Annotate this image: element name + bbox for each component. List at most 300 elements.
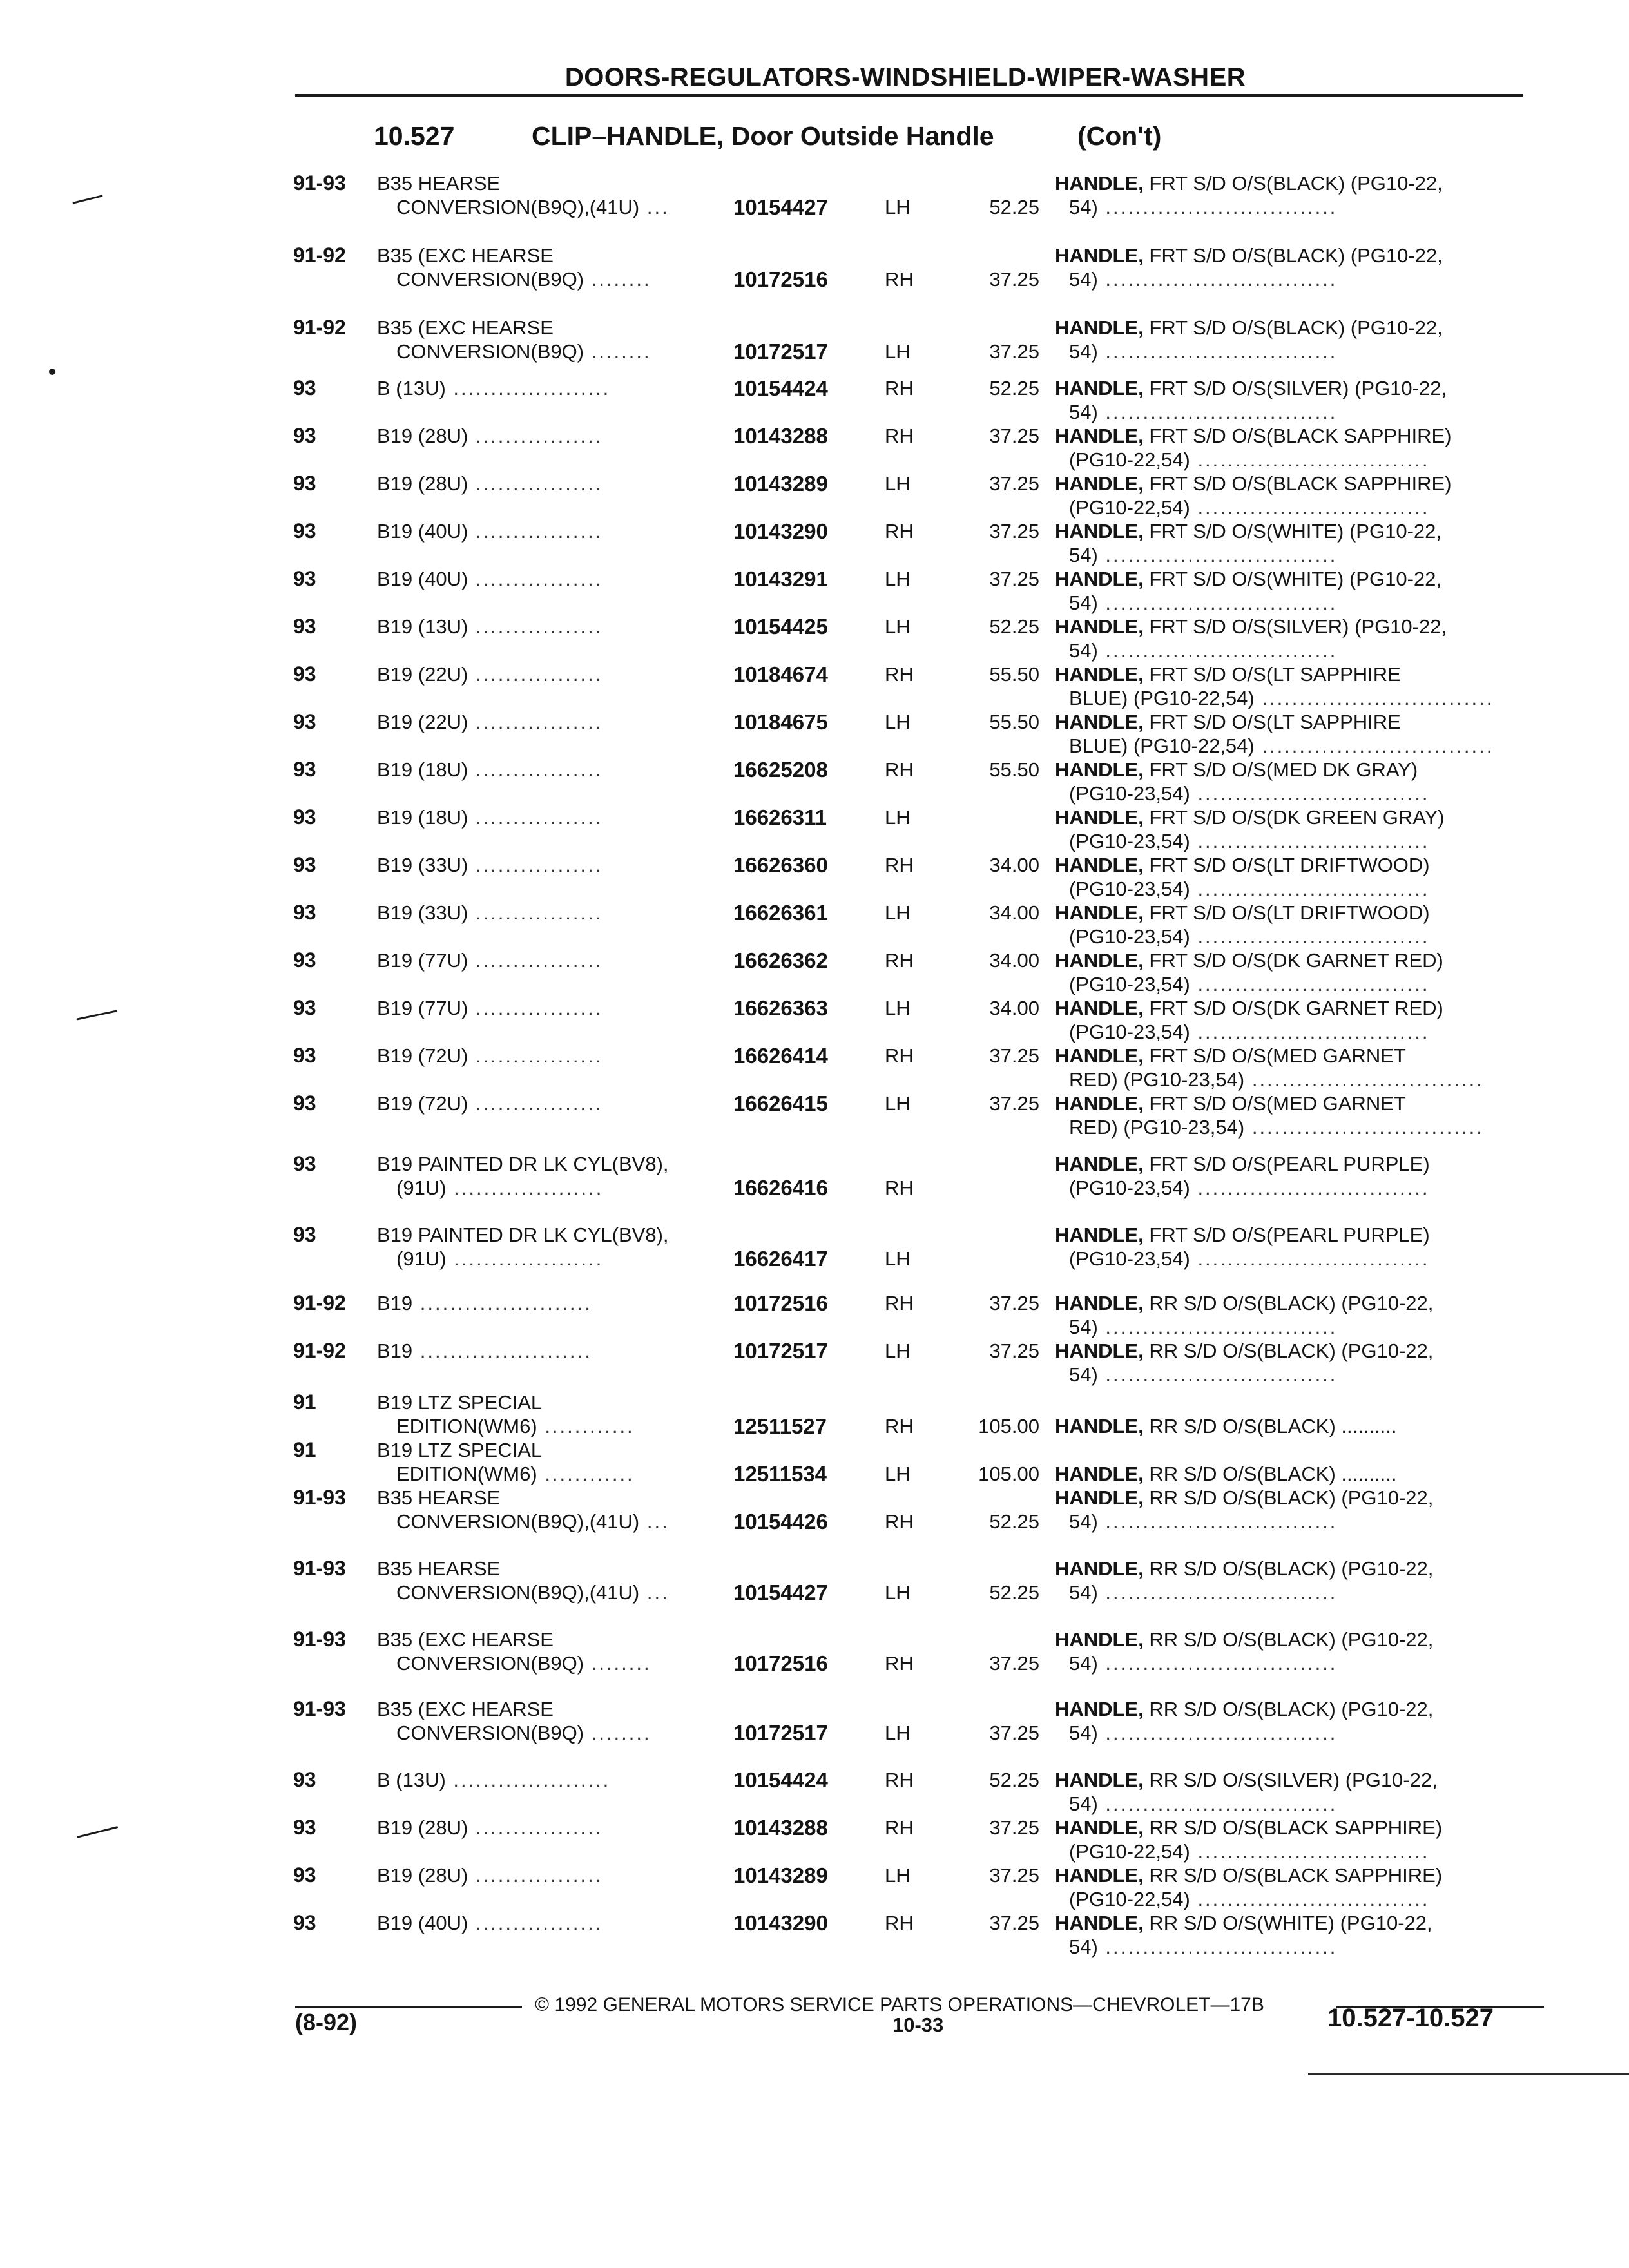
description-line2 <box>1055 1176 1535 1200</box>
price: 55.50 <box>989 663 1039 686</box>
description <box>1055 1044 1535 1091</box>
description-line2 <box>1055 195 1535 219</box>
year-range: 93 <box>293 1152 316 1175</box>
price: 52.25 <box>989 1581 1039 1604</box>
part-number: 10172517 <box>733 340 828 363</box>
description-keyword: HANDLE, <box>1055 568 1144 590</box>
description-keyword: HANDLE, <box>1055 901 1144 924</box>
model-text: B35 (EXC HEARSE <box>377 244 554 267</box>
description-text: RR S/D O/S(BLACK) (PG10-22, <box>1143 1340 1434 1362</box>
leader-dots: ............................... <box>1190 1888 1430 1910</box>
description-line1 <box>1055 1628 1535 1651</box>
description-keyword: HANDLE, <box>1055 615 1144 638</box>
description <box>1055 1091 1535 1139</box>
year-range: 91-93 <box>293 171 346 195</box>
description-keyword: HANDLE, <box>1055 316 1144 339</box>
description-keyword: HANDLE, <box>1055 949 1144 972</box>
leader-dots: ............................... <box>1254 687 1494 709</box>
description-keyword: HANDLE, <box>1055 711 1144 733</box>
description-text: RR S/D O/S(BLACK) (PG10-22, <box>1143 1628 1434 1651</box>
leader-dots: ........ <box>584 340 651 363</box>
side-code: LH <box>885 1092 911 1115</box>
leader-dots: ............................... <box>1190 925 1430 948</box>
model-text: B19 PAINTED DR LK CYL(BV8), <box>377 1224 669 1246</box>
year-range: 93 <box>293 1863 316 1887</box>
description-keyword: HANDLE, <box>1055 172 1144 195</box>
leader-dots: ... <box>639 196 670 218</box>
leader-dots: ... <box>639 1581 670 1604</box>
description-text-cont: 54) <box>1069 1722 1098 1744</box>
year-range: 91-93 <box>293 1697 346 1720</box>
side-code: RH <box>885 425 914 447</box>
description-keyword: HANDLE, <box>1055 1816 1144 1839</box>
side-code: RH <box>885 1177 914 1199</box>
description-keyword: HANDLE, <box>1055 1864 1144 1887</box>
side-code: RH <box>885 1044 914 1067</box>
part-number: 10143291 <box>733 567 828 591</box>
leader-dots: ............ <box>537 1415 635 1437</box>
side-code: LH <box>885 901 911 924</box>
description-line2 <box>1055 400 1535 424</box>
year-range: 91 <box>293 1390 316 1414</box>
model-text: B19 (72U) <box>377 1092 468 1115</box>
part-number: 10154426 <box>733 1510 828 1533</box>
leader-dots: ............................... <box>1097 401 1338 423</box>
year-range: 93 <box>293 1091 316 1115</box>
description-text: FRT S/D O/S(BLACK) (PG10-22, <box>1143 316 1443 339</box>
leader-dots: ................. <box>468 854 603 876</box>
model-text: B19 (40U) <box>377 568 468 590</box>
leader-dots: .................... <box>446 1247 604 1270</box>
price: 37.25 <box>989 1816 1039 1839</box>
description-keyword: HANDLE, <box>1055 1628 1144 1651</box>
price: 34.00 <box>989 901 1039 924</box>
model-text: B19 (28U) <box>377 1816 468 1839</box>
part-number: 10154425 <box>733 615 828 639</box>
leader-dots: ............................... <box>1254 735 1494 757</box>
description <box>1055 1486 1535 1533</box>
description-text-cont: BLUE) (PG10-22,54) <box>1069 735 1255 757</box>
year-range: 93 <box>293 996 316 1019</box>
part-number: 16626360 <box>733 853 828 877</box>
leader-dots: ............................... <box>1097 1652 1338 1675</box>
part-number: 16626363 <box>733 996 828 1020</box>
page-header <box>293 63 1518 92</box>
model-text: B19 LTZ SPECIAL <box>377 1391 543 1414</box>
description-text-cont: (PG10-22,54) <box>1069 448 1190 471</box>
description-text: FRT S/D O/S(WHITE) (PG10-22, <box>1143 568 1441 590</box>
model-text: B19 LTZ SPECIAL <box>377 1439 543 1461</box>
side-code: LH <box>885 1340 911 1362</box>
description <box>1055 1697 1535 1745</box>
description-text-cont: 54) <box>1069 591 1098 614</box>
margin-mark <box>76 1010 117 1020</box>
description-line2 <box>1055 543 1535 567</box>
description-keyword: HANDLE, <box>1055 1698 1144 1720</box>
price: 37.25 <box>989 1722 1039 1744</box>
description-text: RR S/D O/S(BLACK) (PG10-22, <box>1143 1698 1434 1720</box>
description-line2 <box>1055 1363 1535 1387</box>
side-code: RH <box>885 663 914 686</box>
description-line2 <box>1055 1020 1535 1044</box>
description-text: RR S/D O/S(BLACK) (PG10-22, <box>1143 1292 1434 1314</box>
description-line2 <box>1055 1510 1535 1533</box>
model-detail: CONVERSION(B9Q),(41U) <box>396 1581 640 1604</box>
description <box>1055 662 1535 710</box>
price: 37.25 <box>989 268 1039 291</box>
model-text: B35 HEARSE <box>377 1486 501 1509</box>
description-text-cont: (PG10-23,54) <box>1069 1247 1190 1270</box>
side-code: RH <box>885 1769 914 1791</box>
description <box>1055 1291 1535 1339</box>
description-line1 <box>1055 1697 1535 1721</box>
description <box>1055 948 1535 996</box>
description-line1 <box>1055 1339 1535 1363</box>
side-code: RH <box>885 1816 914 1839</box>
description-text-cont: 54) <box>1069 196 1098 218</box>
description <box>1055 1628 1535 1675</box>
leader-dots: ............................... <box>1097 1363 1338 1386</box>
description-text: FRT S/D O/S(MED GARNET <box>1143 1092 1406 1115</box>
margin-mark <box>72 195 102 204</box>
page-title: DOORS-REGULATORS-WINDSHIELD-WIPER-WASHER <box>564 63 1246 91</box>
model-text: B19 (77U) <box>377 949 468 972</box>
side-code: RH <box>885 949 914 972</box>
part-number: 16626414 <box>733 1044 828 1068</box>
footer-date: (8-92) <box>295 2009 358 2035</box>
side-code: RH <box>885 520 914 543</box>
description-keyword: HANDLE, <box>1055 1292 1144 1314</box>
price: 37.25 <box>989 1912 1039 1934</box>
side-code: LH <box>885 615 911 638</box>
part-number: 10143290 <box>733 519 828 543</box>
year-range: 91-92 <box>293 1291 346 1314</box>
description-line2 <box>1055 448 1535 472</box>
price: 37.25 <box>989 472 1039 495</box>
leader-dots: ................. <box>468 520 603 543</box>
part-number: 10184675 <box>733 710 828 734</box>
part-number: 10154427 <box>733 1581 828 1604</box>
year-range: 93 <box>293 1223 316 1246</box>
leader-dots: .................... <box>446 1177 604 1199</box>
part-number: 16626415 <box>733 1091 828 1115</box>
description-text-cont: 54) <box>1069 340 1098 363</box>
part-number: 16625208 <box>733 758 828 782</box>
model-text: B35 HEARSE <box>377 1557 501 1580</box>
price: 105.00 <box>978 1463 1039 1485</box>
description-text-cont: (PG10-23,54) <box>1069 782 1190 805</box>
description-text-cont: 54) <box>1069 1581 1098 1604</box>
side-code: LH <box>885 806 911 829</box>
description <box>1055 316 1535 363</box>
model-text: B19 (13U) <box>377 615 468 638</box>
price: 52.25 <box>989 377 1039 399</box>
year-range: 93 <box>293 519 316 543</box>
description-text-cont: 54) <box>1069 639 1098 662</box>
side-code: LH <box>885 340 911 363</box>
description-line2 <box>1055 972 1535 996</box>
leader-dots: ................. <box>468 949 603 972</box>
description <box>1055 615 1535 662</box>
leader-dots: ................. <box>468 425 603 447</box>
description-line1 <box>1055 1911 1535 1935</box>
description-line1 <box>1055 519 1535 543</box>
model-text: B19 (28U) <box>377 1864 468 1887</box>
year-range: 93 <box>293 710 316 733</box>
description-keyword: HANDLE, <box>1055 1557 1144 1580</box>
leader-dots: ................. <box>468 806 603 829</box>
model-text: B19 PAINTED DR LK CYL(BV8), <box>377 1153 669 1175</box>
description-text: FRT S/D O/S(MED GARNET <box>1143 1044 1406 1067</box>
side-code: LH <box>885 1722 911 1744</box>
model-detail: EDITION(WM6) <box>396 1463 537 1485</box>
leader-dots: ............................... <box>1097 196 1338 218</box>
leader-dots: ................. <box>468 997 603 1019</box>
part-number: 16626311 <box>733 805 827 829</box>
description-text-cont: 54) <box>1069 1363 1098 1386</box>
description-line2 <box>1055 1581 1535 1604</box>
model-text: B19 (40U) <box>377 520 468 543</box>
leader-dots: ............................... <box>1097 1722 1338 1744</box>
model-text: B19 (33U) <box>377 901 468 924</box>
description-text-cont: 54) <box>1069 1792 1098 1815</box>
year-range: 93 <box>293 1911 316 1934</box>
description-text: FRT S/D O/S(PEARL PURPLE) <box>1143 1153 1430 1175</box>
description-line1 <box>1055 615 1535 639</box>
description-keyword: HANDLE, <box>1055 1153 1144 1175</box>
description-line1 <box>1055 472 1535 495</box>
description-keyword: HANDLE, <box>1055 1092 1144 1115</box>
footer-rule-left <box>295 2006 522 2008</box>
year-range: 93 <box>293 615 316 638</box>
description-line2 <box>1055 1651 1535 1675</box>
model-text: B (13U) <box>377 1769 446 1791</box>
model-text: B (13U) <box>377 377 446 399</box>
model-detail: CONVERSION(B9Q) <box>396 1652 584 1675</box>
description-line1 <box>1055 1816 1535 1840</box>
header-rule <box>295 94 1523 97</box>
section-continued: (Con't) <box>1077 121 1162 151</box>
description-line1 <box>1055 376 1535 400</box>
description-line1 <box>1055 316 1535 340</box>
description <box>1055 519 1535 567</box>
leader-dots: ............................... <box>1097 544 1338 566</box>
price: 55.50 <box>989 711 1039 733</box>
model-text: B19 <box>377 1292 413 1314</box>
leader-dots: ................. <box>468 1044 603 1067</box>
price: 37.25 <box>989 340 1039 363</box>
side-code: LH <box>885 568 911 590</box>
description-keyword: HANDLE, <box>1055 1224 1144 1246</box>
description-text-cont: BLUE) (PG10-22,54) <box>1069 687 1255 709</box>
part-number: 10154424 <box>733 1768 828 1792</box>
side-code: RH <box>885 1912 914 1934</box>
description-line2 <box>1055 1315 1535 1339</box>
leader-dots: ....................... <box>412 1292 592 1314</box>
model-text: B35 HEARSE <box>377 172 501 195</box>
leader-dots: ................. <box>468 568 603 590</box>
description-text-cont: (PG10-23,54) <box>1069 878 1190 900</box>
side-code: LH <box>885 997 911 1019</box>
description-text-cont: 54) <box>1069 401 1098 423</box>
leader-dots: ............................... <box>1190 448 1430 471</box>
model-detail: CONVERSION(B9Q) <box>396 340 584 363</box>
part-number: 16626416 <box>733 1176 828 1200</box>
margin-mark <box>49 369 55 375</box>
description-text: RR S/D O/S(WHITE) (PG10-22, <box>1143 1912 1432 1934</box>
description-line2 <box>1055 591 1535 615</box>
part-number: 10172517 <box>733 1339 828 1363</box>
year-range: 91-92 <box>293 244 346 267</box>
description <box>1055 1911 1535 1959</box>
description-text-cont: (PG10-22,54) <box>1069 1840 1190 1863</box>
description-line2 <box>1055 877 1535 901</box>
model-text: B19 <box>377 1340 413 1362</box>
part-number: 10184674 <box>733 662 828 686</box>
description-line1 <box>1055 1768 1535 1792</box>
price: 52.25 <box>989 615 1039 638</box>
part-number: 10172516 <box>733 267 828 291</box>
description-line1 <box>1055 1223 1535 1247</box>
price: 37.25 <box>989 1292 1039 1314</box>
description-line1 <box>1055 996 1535 1020</box>
leader-dots: ............................... <box>1097 1936 1338 1958</box>
leader-dots: ................. <box>468 901 603 924</box>
description <box>1055 171 1535 219</box>
leader-dots: ............................... <box>1190 1021 1430 1043</box>
side-code: RH <box>885 268 914 291</box>
year-range: 91-93 <box>293 1628 346 1651</box>
description-text-cont: (PG10-22,54) <box>1069 1888 1190 1910</box>
model-text: B19 (22U) <box>377 711 468 733</box>
description-text: FRT S/D O/S(DK GREEN GRAY) <box>1143 806 1445 829</box>
description <box>1055 758 1535 805</box>
model-detail: CONVERSION(B9Q),(41U) <box>396 196 640 218</box>
description-text-cont: 54) <box>1069 1316 1098 1338</box>
description-text-cont: 54) <box>1069 1510 1098 1533</box>
part-number: 12511534 <box>733 1462 827 1486</box>
description-line2 <box>1055 1935 1535 1959</box>
description-keyword: HANDLE, <box>1055 1769 1144 1791</box>
model-detail: CONVERSION(B9Q) <box>396 268 584 291</box>
side-code: LH <box>885 711 911 733</box>
year-range: 93 <box>293 1768 316 1791</box>
section-title: CLIP–HANDLE, Door Outside Handle <box>532 121 994 151</box>
description-line2 <box>1055 340 1535 363</box>
price: 34.00 <box>989 997 1039 1019</box>
description-text: FRT S/D O/S(SILVER) (PG10-22, <box>1143 615 1447 638</box>
description-text: FRT S/D O/S(BLACK SAPPHIRE) <box>1143 472 1452 495</box>
description-text: RR S/D O/S(BLACK SAPPHIRE) <box>1143 1864 1443 1887</box>
description-line1 <box>1055 710 1535 734</box>
description <box>1055 424 1535 472</box>
description <box>1055 901 1535 948</box>
part-number: 10172516 <box>733 1651 828 1675</box>
model-detail: CONVERSION(B9Q) <box>396 1722 584 1744</box>
description <box>1055 805 1535 853</box>
footer-copyright: © 1992 GENERAL MOTORS SERVICE PARTS OPERATIONS—CHEVROLET—17B <box>535 1994 1264 2015</box>
description <box>1055 1768 1535 1816</box>
description-text-cont: (PG10-23,54) <box>1069 925 1190 948</box>
model-detail: CONVERSION(B9Q),(41U) <box>396 1510 640 1533</box>
margin-mark <box>77 1826 119 1838</box>
leader-dots: ................. <box>468 1912 603 1934</box>
year-range: 93 <box>293 424 316 447</box>
leader-dots: ....................... <box>412 1340 592 1362</box>
part-number: 10143288 <box>733 424 828 448</box>
leader-dots: ........ <box>584 1652 651 1675</box>
leader-dots: ............................... <box>1190 878 1430 900</box>
side-code: LH <box>885 196 911 218</box>
leader-dots: ..................... <box>445 1769 611 1791</box>
footer-section-range: 10.527-10.527 <box>1327 2004 1494 2032</box>
price: 37.25 <box>989 568 1039 590</box>
description-line2 <box>1055 267 1535 291</box>
model-text: B19 (77U) <box>377 997 468 1019</box>
year-range: 93 <box>293 948 316 972</box>
side-code: RH <box>885 377 914 399</box>
price: 37.25 <box>989 425 1039 447</box>
price: 37.25 <box>989 520 1039 543</box>
part-number: 16626361 <box>733 901 828 925</box>
part-number: 10143289 <box>733 472 828 495</box>
description <box>1055 996 1535 1044</box>
description-text: FRT S/D O/S(DK GARNET RED) <box>1143 997 1443 1019</box>
description-line2 <box>1055 1115 1535 1139</box>
description-keyword: HANDLE, <box>1055 1415 1144 1437</box>
year-range: 91-92 <box>293 316 346 339</box>
price: 105.00 <box>978 1415 1039 1437</box>
model-text: B35 (EXC HEARSE <box>377 1628 554 1651</box>
description-line1 <box>1055 805 1535 829</box>
part-number: 10172516 <box>733 1291 828 1315</box>
price: 52.25 <box>989 1769 1039 1791</box>
model-text: B19 (28U) <box>377 472 468 495</box>
side-code: RH <box>885 854 914 876</box>
leader-dots: ............................... <box>1244 1116 1484 1139</box>
part-number: 10143290 <box>733 1911 828 1935</box>
leader-dots: ................. <box>468 1864 603 1887</box>
model-detail: (91U) <box>396 1177 447 1199</box>
price: 37.25 <box>989 1092 1039 1115</box>
model-detail: EDITION(WM6) <box>396 1415 537 1437</box>
description-keyword: HANDLE, <box>1055 854 1144 876</box>
description <box>1055 567 1535 615</box>
leader-dots: ................. <box>468 472 603 495</box>
year-range: 93 <box>293 1044 316 1067</box>
description-line1 <box>1055 1462 1535 1486</box>
side-code: RH <box>885 1652 914 1675</box>
leader-dots: ............................... <box>1190 973 1430 995</box>
description <box>1055 1863 1535 1911</box>
description-line2 <box>1055 1721 1535 1745</box>
price: 37.25 <box>989 1652 1039 1675</box>
description-text-cont: (PG10-23,54) <box>1069 1177 1190 1199</box>
description-line2 <box>1055 925 1535 948</box>
leader-dots: ............................... <box>1097 268 1338 291</box>
leader-dots: ............ <box>537 1463 635 1485</box>
description-keyword: HANDLE, <box>1055 1912 1144 1934</box>
description-keyword: HANDLE, <box>1055 1340 1144 1362</box>
model-text: B35 (EXC HEARSE <box>377 1698 554 1720</box>
description <box>1055 1223 1535 1271</box>
description <box>1055 1339 1535 1387</box>
model-detail: (91U) <box>396 1247 447 1270</box>
leader-dots: ............................... <box>1097 340 1338 363</box>
description-text: FRT S/D O/S(LT DRIFTWOOD) <box>1143 854 1430 876</box>
model-text: B19 (22U) <box>377 663 468 686</box>
description <box>1055 1816 1535 1863</box>
